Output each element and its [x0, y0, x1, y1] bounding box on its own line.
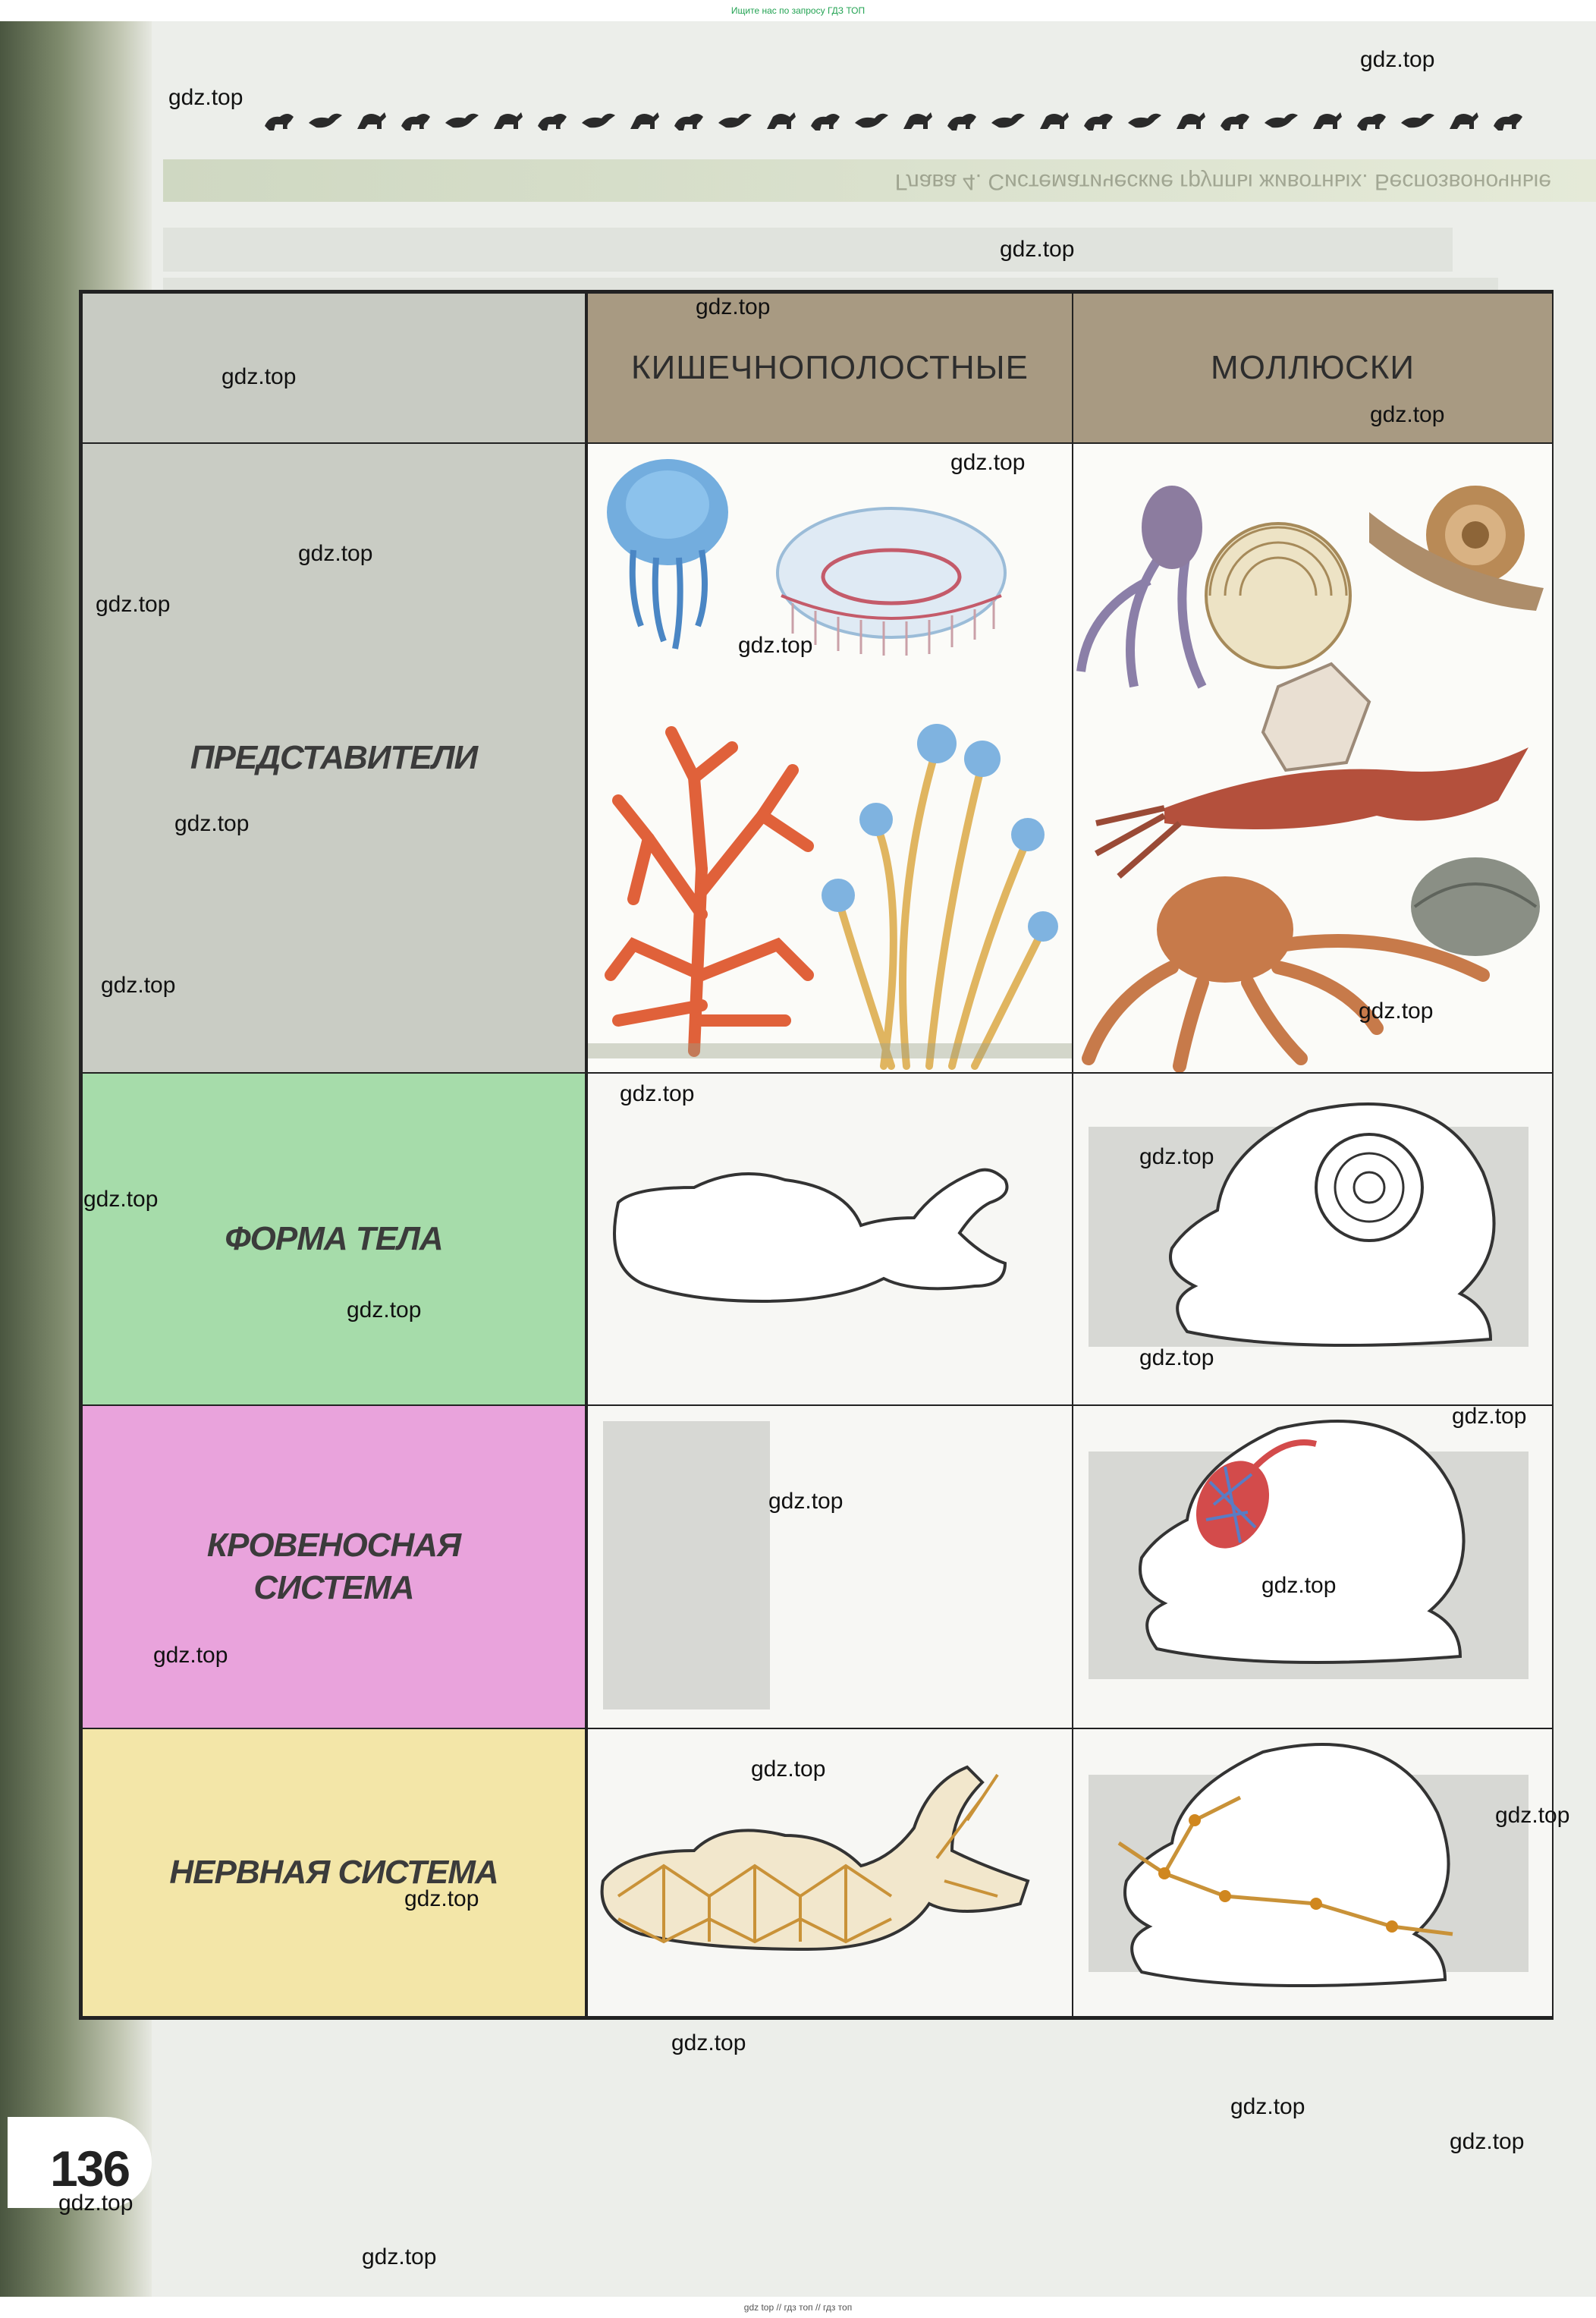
animal-silhouette-icon [489, 106, 526, 137]
watermark-text: gdz.top [58, 2191, 134, 2216]
cell-representatives-molluscs [1072, 442, 1554, 1074]
nautilus-icon [1206, 524, 1350, 668]
watermark-text: gdz.top [404, 1886, 479, 1911]
animal-silhouette-icon [899, 106, 935, 137]
column-header-coelenterates: КИШЕЧНОПОЛОСТНЫЕ [586, 292, 1073, 444]
section-header-text: Глава 4. Систематические группы животных. Беспозвоночные [894, 169, 1551, 194]
watermark-text: gdz.top [1230, 2094, 1305, 2119]
section-header-bar [163, 159, 1596, 202]
watermark-text: gdz.top [101, 973, 176, 998]
watermark-text: gdz.top [1359, 999, 1434, 1024]
watermark-text: gdz.top [620, 1081, 695, 1106]
watermark-text: gdz.top [168, 85, 243, 110]
cell-nervous-molluscs [1072, 1728, 1554, 2018]
watermark-text: gdz.top [298, 541, 373, 566]
animal-silhouette-icon [944, 106, 981, 137]
animal-silhouette-icon [444, 106, 480, 137]
nervous-diagram [1073, 1729, 1554, 2018]
watermark-text: gdz.top [347, 1297, 422, 1323]
animal-silhouette-icon [1263, 106, 1299, 137]
coral-icon [611, 732, 808, 1051]
table-corner-cell [81, 292, 586, 444]
animal-silhouette-icon [990, 106, 1026, 137]
watermark-text: gdz.top [1261, 1573, 1337, 1598]
animal-silhouette-icon [1309, 106, 1345, 137]
animal-silhouette-icon [1126, 106, 1163, 137]
watermark-text: gdz.top [768, 1489, 844, 1514]
scallop-icon [1411, 857, 1540, 956]
watermark-text: gdz.top [751, 1757, 826, 1782]
watermark-text: gdz.top [738, 633, 813, 658]
row-label-text: НЕРВНАЯ СИСТЕМА [169, 1854, 498, 1891]
watermark-text: gdz.top [671, 2030, 746, 2055]
animal-silhouette-icon [717, 106, 753, 137]
watermark-text: gdz.top [696, 294, 771, 319]
animal-silhouette-icon [1400, 106, 1436, 137]
jellyfish-icon [607, 459, 728, 649]
animal-silhouette-icon [262, 106, 298, 137]
bottom-banner[interactable]: gdz top // гдз топ // гдз топ [0, 2297, 1596, 2318]
animal-silhouette-icon [1217, 106, 1254, 137]
watermark-text: gdz.top [1360, 47, 1435, 72]
cell-representatives-coelenterates [586, 442, 1073, 1074]
cell-nervous-coelenterates [586, 1728, 1073, 2018]
watermark-text: gdz.top [1450, 2129, 1525, 2154]
row-label-line: КРОВЕНОСНАЯ [206, 1527, 461, 1564]
watermark-text: gdz.top [96, 592, 171, 617]
watermark-text: gdz.top [1495, 1803, 1570, 1828]
circulatory-diagram [1073, 1406, 1554, 1729]
polyp-heads-icon [822, 724, 1058, 942]
row-label-text: ФОРМА ТЕЛА [225, 1220, 443, 1257]
argonaut-icon [1081, 486, 1202, 687]
nerve-net-diagram [588, 1729, 1073, 2018]
watermark-text: gdz.top [153, 1643, 228, 1668]
row-label-line: СИСТЕМА [253, 1569, 414, 1606]
animal-silhouette-strip [262, 99, 1551, 144]
animal-silhouette-icon [580, 106, 617, 137]
watermark-text: gdz.top [221, 364, 297, 389]
hydroid-icon [838, 747, 1043, 1066]
animal-silhouette-icon [1035, 106, 1072, 137]
row-label-nervous-system [81, 1728, 586, 2018]
watermark-text: gdz.top [83, 1187, 159, 1212]
watermark-text: gdz.top [1452, 1404, 1527, 1429]
coelenterates-illustration [588, 444, 1073, 1074]
watermark-text: gdz.top [1139, 1144, 1214, 1169]
animal-silhouette-icon [353, 106, 389, 137]
watermark-text: gdz.top [362, 2244, 437, 2269]
animal-silhouette-icon [626, 106, 662, 137]
animal-silhouette-icon [853, 106, 890, 137]
animal-silhouette-icon [1491, 106, 1527, 137]
animal-silhouette-icon [535, 106, 571, 137]
watermark-text: gdz.top [950, 450, 1026, 475]
animal-silhouette-icon [1081, 106, 1117, 137]
watermark-text: gdz.top [1000, 237, 1075, 262]
cell-circulatory-molluscs [1072, 1404, 1554, 1729]
top-banner[interactable]: Ищите нас по запросу ГДЗ ТОП [0, 0, 1596, 21]
page-number: 136 [50, 2140, 130, 2197]
animal-silhouette-icon [398, 106, 435, 137]
snail-icon [1369, 486, 1544, 611]
watermark-text: gdz.top [1139, 1345, 1214, 1370]
molluscs-illustration [1073, 444, 1554, 1074]
animal-silhouette-icon [762, 106, 799, 137]
row-label-body-form [81, 1072, 586, 1406]
cell-form-coelenterates [586, 1072, 1073, 1406]
animal-silhouette-icon [1172, 106, 1208, 137]
animal-silhouette-icon [1445, 106, 1481, 137]
row-label-text: ПРЕДСТАВИТЕЛИ [190, 739, 478, 776]
animal-silhouette-icon [307, 106, 344, 137]
watermark-text: gdz.top [1370, 402, 1445, 427]
cell-circulatory-coelenterates [586, 1404, 1073, 1729]
animal-silhouette-icon [808, 106, 844, 137]
animal-silhouette-icon [1354, 106, 1390, 137]
bleed-through-panel [603, 1421, 770, 1709]
column-header-molluscs: МОЛЛЮСКИ [1072, 292, 1554, 444]
watermark-text: gdz.top [174, 811, 250, 836]
shell-icon [1263, 664, 1369, 770]
row-label-circulatory-system [81, 1404, 586, 1729]
animal-silhouette-icon [671, 106, 708, 137]
coelenterate-outline [588, 1074, 1073, 1406]
